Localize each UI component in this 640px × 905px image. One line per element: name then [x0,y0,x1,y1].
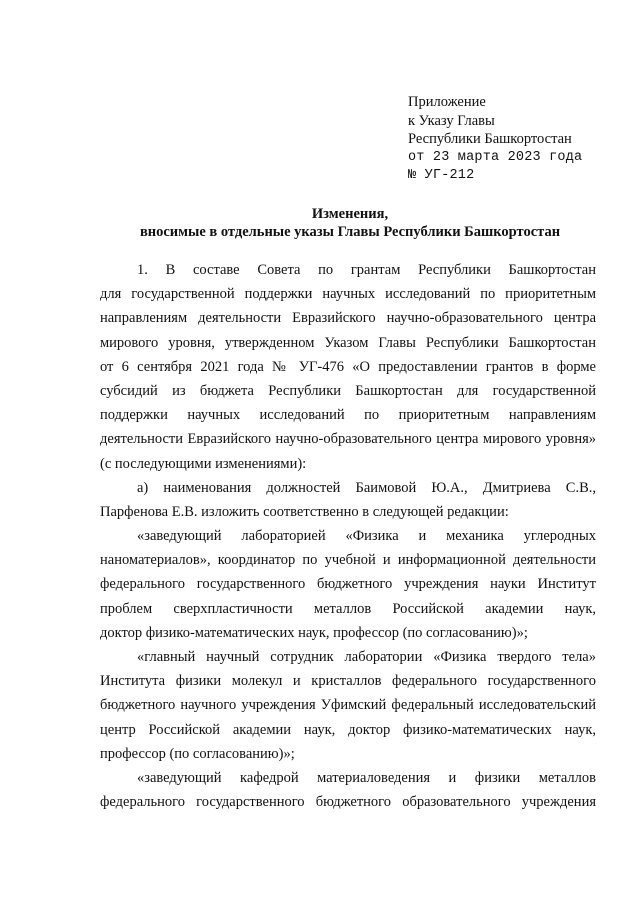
appendix-number: № УГ-212 [408,168,475,183]
document-heading [100,205,600,241]
body-line: субсидий из бюджета Республики Башкортостан для государственной [100,382,596,399]
appendix-republic: Республики Башкортостан [408,131,572,147]
heading-subtitle: вносимые в отдельные указы Главы Республики Башкортостан [139,224,561,240]
body-line: Парфенова Е.В. изложить соответственно в следующей редакции: [100,503,509,520]
body-line: бюджетного научного учреждения Уфимский федеральный исследовательский [100,697,596,714]
body-line: профессор (по согласованию)»; [100,745,295,762]
body-line: направлениям деятельности Евразийского научно-образовательного центра [100,310,596,327]
body-line: от 6 сентября 2021 года № УГ-476 «О предоставлении грантов в форме [100,358,596,375]
body-line: для государственной поддержки научных исследований по приоритетным [100,286,596,303]
body-line: а) наименования должностей Баимовой Ю.А., Дмитриева С.В., [137,479,596,496]
body-line: «главный научный сотрудник лаборатории «Физика твердого тела» [137,649,596,665]
appendix-date: от 23 марта 2023 года [408,149,583,165]
body-line: деятельности Евразийского научно-образовательного центра мирового уровня» [100,431,596,448]
body-line: доктор физико-математических наук, профессор (по согласованию)»; [100,624,528,641]
body-line: проблем сверхпластичности металлов Российской академии наук, [100,600,596,617]
body-line: Института физики молекул и кристаллов федерального государственного [100,673,596,690]
body-line: «заведующий кафедрой материаловедения и физики металлов [137,769,596,786]
appendix-reference: к Указу Главы [408,112,495,129]
body-line: центр Российской академии наук, доктор физико-математических наук, [100,721,596,738]
heading-title: Изменения, [311,206,389,222]
body-line: мирового уровня, утвержденном Указом Главы Республики Башкортостан [100,334,596,351]
appendix-title: Приложение [408,94,486,110]
body-line: «заведующий лабораторией «Физика и механика углеродных [137,528,596,545]
body-line: федерального государственного бюджетного образовательного учреждения [100,794,596,811]
body-line: (с последующими изменениями): [100,455,307,472]
document-body [100,258,596,814]
body-line: 1. В составе Совета по грантам Республики Башкортостан [137,262,596,278]
appendix-block [408,93,582,186]
body-line: поддержки научных исследований по приоритетным направлениям [100,407,596,424]
body-line: федерального государственного бюджетного учреждения науки Институт [100,576,596,593]
body-line: наноматериалов», координатор по учебной и информационной деятельности [100,552,596,569]
